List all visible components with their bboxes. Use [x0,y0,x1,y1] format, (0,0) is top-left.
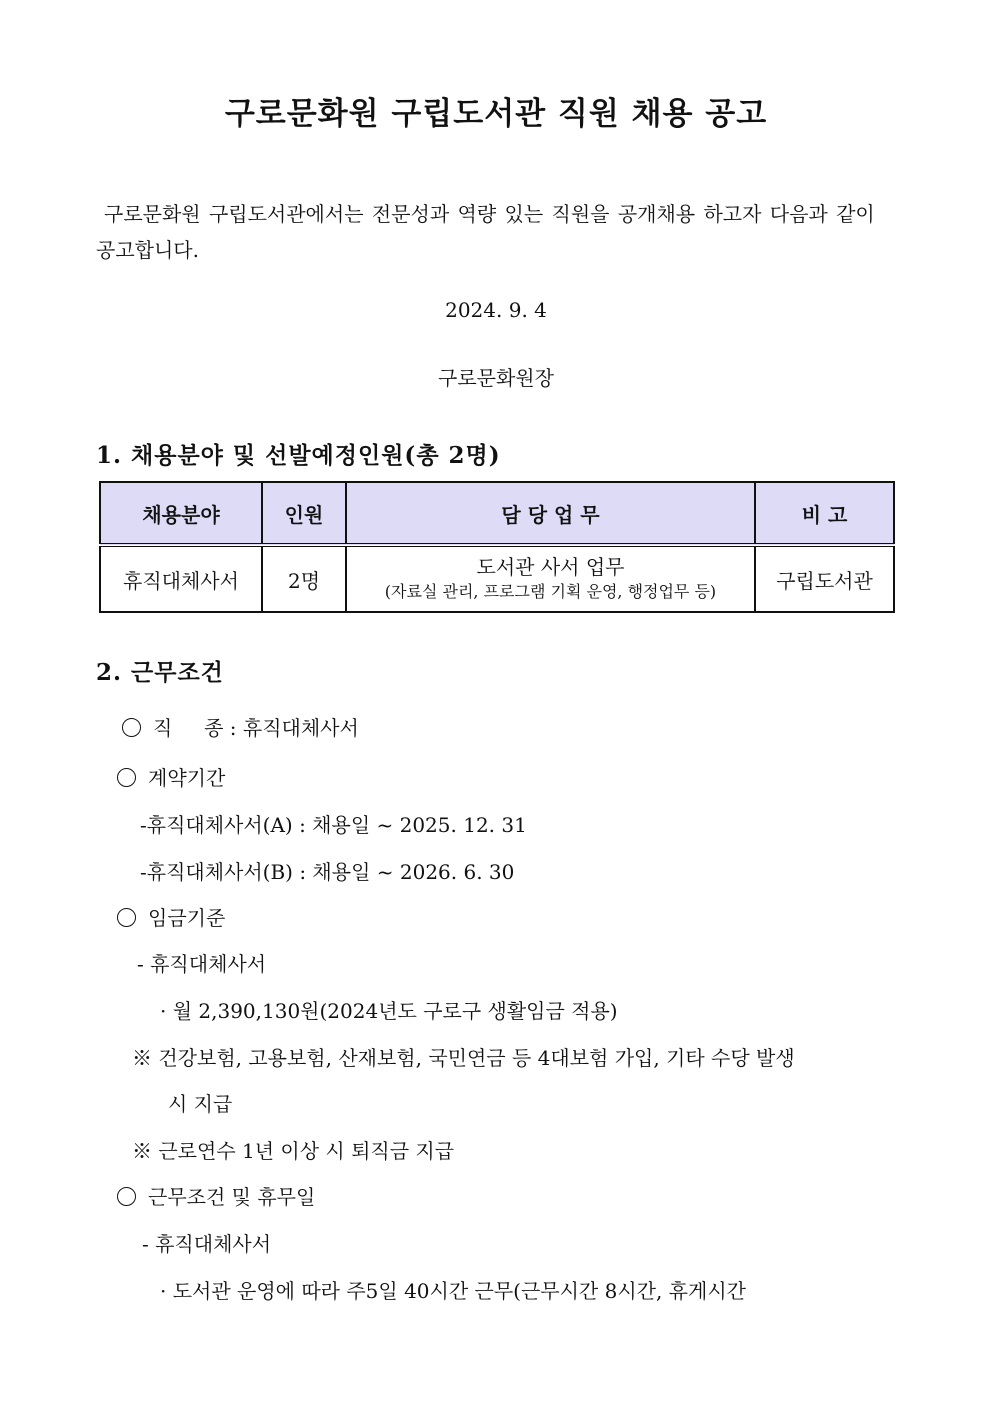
hours-detail: · 도서관 운영에 따라 주5일 40시간 근무(근무시간 8시간, 휴게시간 [160,1279,746,1303]
cell-duty [346,545,755,612]
circle-bullet-icon [117,1187,136,1206]
header-duty: 담 당 업 무 [346,482,755,545]
recruitment-table [99,481,895,613]
header-note: 비 고 [755,482,894,545]
header-field: 채용분야 [100,482,262,545]
page-title: 구로문화원 구립도서관 직원 채용 공고 [224,96,768,132]
duty-sub: (자료실 관리, 프로그램 기획 운영, 행정업무 등) [384,582,717,601]
wage-label: 임금기준 [148,906,226,930]
intro-paragraph: 구로문화원 구립도서관에서는 전문성과 역량 있는 직원을 공개채용 하고자 다음과 같이 공고합니다. [96,202,875,262]
hours-label: 근무조건 및 휴무일 [148,1185,316,1209]
wage-sub: - 휴직대체사서 [137,952,267,976]
cell-field: 휴직대체사서 [100,545,262,612]
hours-sub: - 휴직대체사서 [142,1232,272,1256]
table-row [100,545,894,612]
wage-item [117,902,225,931]
duty-main: 도서관 사서 업무 [476,555,625,579]
contract-a: -휴직대체사서(A) : 채용일 ~ 2025. 12. 31 [140,813,527,837]
section1-heading: 1. 채용분야 및 선발예정인원(총 2명) [96,442,501,469]
wage-detail: · 월 2,390,130원(2024년도 구로구 생활임금 적용) [160,999,618,1023]
circle-bullet-icon [117,908,136,927]
job-type-text: 직 종 : 휴직대체사서 [153,716,359,740]
circle-bullet-icon [117,768,136,787]
announcement-date: 2024. 9. 4 [445,298,547,322]
severance-note: ※ 근로연수 1년 이상 시 퇴직금 지급 [132,1139,455,1163]
table-header-row [100,482,894,545]
contract-item [117,762,225,791]
header-count: 인원 [262,482,346,545]
contract-b: -휴직대체사서(B) : 채용일 ~ 2026. 6. 30 [140,860,515,884]
insurance-note: ※ 건강보험, 고용보험, 산재보험, 국민연금 등 4대보험 가입, 기타 수당 발생 [132,1046,795,1070]
circle-bullet-icon [122,718,141,737]
hours-item [117,1181,315,1210]
contract-label: 계약기간 [148,766,226,790]
issuer-name: 구로문화원장 [438,366,554,390]
cell-count: 2명 [262,545,346,612]
job-type-item [122,712,359,741]
section2-heading: 2. 근무조건 [96,659,224,686]
insurance-note-cont: 시 지급 [168,1092,233,1116]
cell-note: 구립도서관 [755,545,894,612]
